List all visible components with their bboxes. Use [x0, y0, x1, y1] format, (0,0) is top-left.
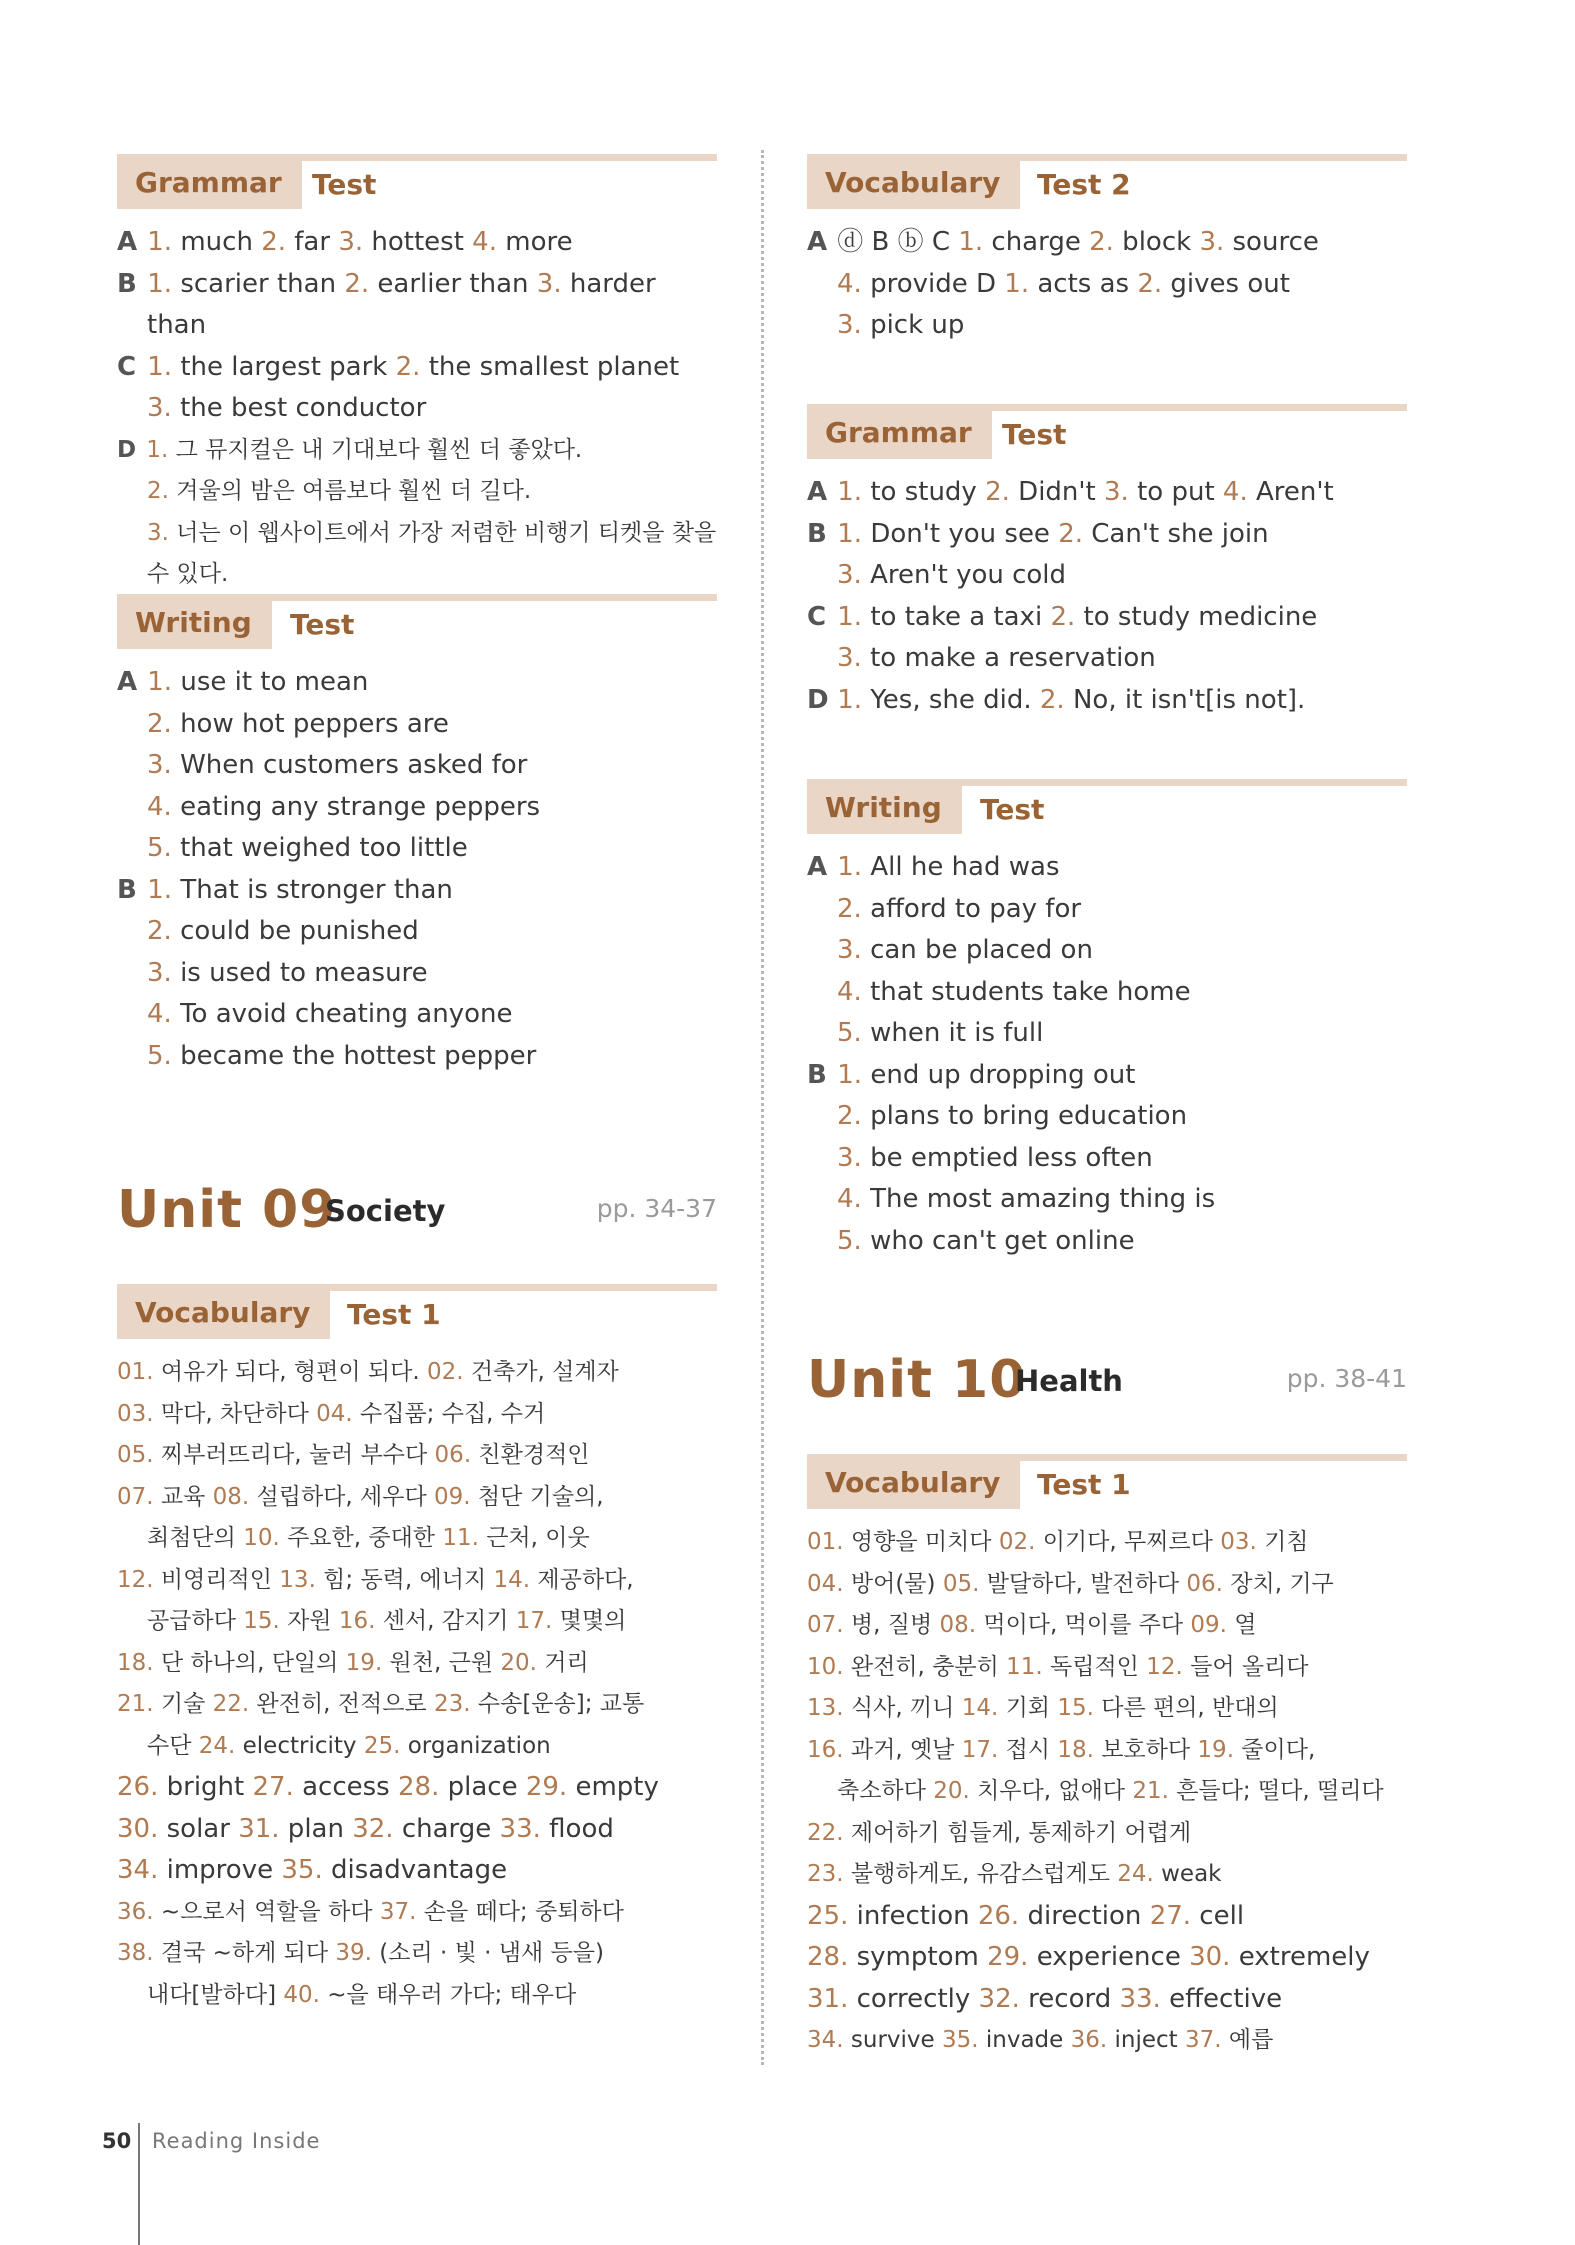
section-label: Vocabulary: [807, 1457, 1020, 1509]
writing-test-section: [807, 775, 1407, 1350]
section-sublabel: Test: [980, 793, 1045, 826]
answer-line: 3. is used to measure: [147, 957, 428, 988]
book-title: Reading Inside: [152, 2129, 321, 2153]
unit-heading: [807, 1350, 1407, 1450]
answer-line: 5. when it is full: [837, 1018, 1044, 1048]
section-label: Vocabulary: [117, 1287, 330, 1339]
answer-line: A 1. to study 2. Didn't 3. to put 4. Aren't: [807, 477, 1334, 507]
unit-topic: Health: [1015, 1364, 1123, 1398]
answer-line: 최첨단의 10. 주요한, 중대한 11. 근처, 이웃: [147, 1525, 590, 1551]
vocabulary-test1-section: [117, 1280, 717, 2016]
answer-line: 수단 24. electricity 25. organization: [147, 1732, 551, 1759]
answer-line: 3. Aren't you cold: [837, 560, 1067, 590]
answer-line: 5. who can't get online: [837, 1225, 1135, 1256]
answer-line: A 1. All he had was: [807, 852, 1060, 882]
answer-line: 2. afford to pay for: [837, 893, 1082, 924]
unit-title: Unit 09: [117, 1180, 337, 1240]
section-sublabel: Test: [312, 168, 377, 201]
answer-line: A 1. use it to mean: [117, 667, 369, 697]
answer-line: B 1. end up dropping out: [807, 1059, 1136, 1090]
answer-lines: [117, 222, 717, 596]
unit-title: Unit 10: [807, 1350, 1027, 1410]
answer-line: C 1. to take a taxi 2. to study medicine: [807, 601, 1318, 632]
answer-line: 3. When customers asked for: [147, 750, 528, 780]
answer-line: 23. 불행하게도, 유감스럽게도 24. weak: [807, 1861, 1222, 1887]
section-label: Writing: [807, 782, 962, 834]
vocabulary-test1-section: [807, 1450, 1407, 2062]
answer-line: 21. 기술 22. 완전히, 전적으로 23. 수송[운송]; 교통: [117, 1691, 645, 1717]
answer-line: 13. 식사, 끼니 14. 기회 15. 다른 편의, 반대의: [807, 1695, 1279, 1721]
footer-rule: [138, 2123, 140, 2245]
answer-line: 05. 찌부러뜨리다, 눌러 부수다 06. 친환경적인: [117, 1442, 590, 1468]
section-header: [807, 150, 1407, 212]
grammar-test-section: [807, 400, 1407, 775]
answer-line: 01. 영향을 미치다 02. 이기다, 무찌르다 03. 기침: [807, 1529, 1309, 1555]
answer-lines: [807, 222, 1407, 347]
page-number: 50: [102, 2129, 132, 2153]
unit-pages: pp. 38-41: [1286, 1364, 1407, 1393]
answer-line: 16. 과거, 옛날 17. 접시 18. 보호하다 19. 줄이다,: [807, 1736, 1316, 1763]
answer-line: 38. 결국 ~하게 되다 39. (소리 · 빛 · 냄새 등을): [117, 1940, 604, 1966]
answer-line: 수 있다.: [147, 561, 229, 587]
answer-line: 31. correctly 32. record 33. effective: [807, 1983, 1283, 2014]
answer-line: 30. solar 31. plan 32. charge 33. flood: [117, 1813, 614, 1844]
answer-line: 22. 제어하기 힘들게, 통제하기 어렵게: [807, 1819, 1192, 1846]
answer-line: 01. 여유가 되다, 형편이 되다. 02. 건축가, 설계자: [117, 1359, 619, 1385]
answer-line: 4. that students take home: [837, 976, 1191, 1007]
answer-line: 07. 병, 질병 08. 먹이다, 먹이를 주다 09. 열: [807, 1612, 1257, 1638]
answer-line: 공급하다 15. 자원 16. 센서, 감지기 17. 몇몇의: [147, 1608, 627, 1634]
answer-line: 3. 너는 이 웹사이트에서 가장 저렴한 비행기 티켓을 찾을: [147, 519, 717, 546]
section-label: Grammar: [807, 407, 992, 459]
section-label: Grammar: [117, 157, 302, 209]
section-sublabel: Test: [290, 608, 355, 641]
answer-line: 내다[발하다] 40. ~을 태우러 가다; 태우다: [147, 1981, 577, 2008]
answer-line: 07. 교육 08. 설립하다, 세우다 09. 첨단 기술의,: [117, 1483, 604, 1510]
answer-line: 5. became the hottest pepper: [147, 1040, 537, 1071]
section-sublabel: Test 1: [1037, 1468, 1131, 1501]
answer-line: 10. 완전히, 충분히 11. 독립적인 12. 들어 올리다: [807, 1653, 1309, 1680]
answer-line: 3. the best conductor: [147, 393, 427, 423]
answer-line: 4. provide D 1. acts as 2. gives out: [837, 268, 1290, 299]
answer-line: 2. 겨울의 밤은 여름보다 훨씬 더 길다.: [147, 478, 532, 504]
answer-line: 04. 방어(물) 05. 발달하다, 발전하다 06. 장치, 기구: [807, 1570, 1334, 1597]
answer-line: 4. The most amazing thing is: [837, 1184, 1216, 1214]
right-column: [807, 150, 1407, 2062]
column-divider: [761, 150, 764, 2065]
answer-line: B 1. Don't you see 2. Can't she join: [807, 518, 1269, 549]
answer-line: D 1. 그 뮤지컬은 내 기대보다 훨씬 더 좋았다.: [117, 436, 583, 463]
answer-lines: [807, 847, 1407, 1262]
answer-line: than: [147, 310, 207, 340]
section-header: [807, 775, 1407, 837]
section-label: Vocabulary: [807, 157, 1020, 209]
answer-line: A 1. much 2. far 3. hottest 4. more: [117, 227, 573, 257]
answer-line: 03. 막다, 차단하다 04. 수집품; 수집, 수거: [117, 1400, 546, 1427]
answer-line: D 1. Yes, she did. 2. No, it isn't[is not].: [807, 684, 1306, 715]
answer-lines: [807, 1522, 1407, 2062]
left-column: [117, 150, 717, 2016]
answer-line: A ⓓ B ⓑ C 1. charge 2. block 3. source: [807, 227, 1319, 257]
answer-line: C 1. the largest park 2. the smallest planet: [117, 351, 680, 382]
section-sublabel: Test 2: [1037, 168, 1131, 201]
unit-topic: Society: [325, 1194, 446, 1228]
answer-line: B 1. scarier than 2. earlier than 3. harder: [117, 268, 656, 299]
vocabulary-test2-section: [807, 150, 1407, 400]
answer-line: 3. be emptied less often: [837, 1142, 1153, 1173]
answer-line: 18. 단 하나의, 단일의 19. 원천, 근원 20. 거리: [117, 1649, 589, 1676]
answer-line: 2. plans to bring education: [837, 1101, 1188, 1131]
answer-line: B 1. That is stronger than: [117, 874, 453, 905]
answer-line: 축소하다 20. 치우다, 없애다 21. 흔들다; 떨다, 떨리다: [837, 1778, 1384, 1804]
writing-test-section: [117, 590, 717, 1180]
section-header: [117, 1280, 717, 1342]
answer-line: 3. to make a reservation: [837, 643, 1156, 673]
answer-line: 5. that weighed too little: [147, 833, 468, 863]
section-label: Writing: [117, 597, 272, 649]
section-sublabel: Test 1: [347, 1298, 441, 1331]
answer-line: 34. improve 35. disadvantage: [117, 1855, 508, 1885]
answer-line: 4. eating any strange peppers: [147, 791, 541, 822]
answer-line: 36. ~으로서 역할을 하다 37. 손을 떼다; 중퇴하다: [117, 1898, 624, 1925]
answer-line: 28. symptom 29. experience 30. extremely: [807, 1942, 1370, 1972]
answer-line: 34. survive 35. invade 36. inject 37. 예릅: [807, 2027, 1274, 2053]
unit-heading: [117, 1180, 717, 1280]
answer-line: 26. bright 27. access 28. place 29. empty: [117, 1772, 659, 1802]
section-header: [117, 590, 717, 652]
section-header: [807, 400, 1407, 462]
answer-line: 25. infection 26. direction 27. cell: [807, 1900, 1245, 1931]
answer-lines: [117, 1352, 717, 2016]
answer-lines: [117, 662, 717, 1077]
section-header: [807, 1450, 1407, 1512]
unit-pages: pp. 34-37: [596, 1194, 717, 1223]
section-sublabel: Test: [1002, 418, 1067, 451]
answer-line: 2. how hot peppers are: [147, 708, 449, 739]
answer-line: 3. can be placed on: [837, 935, 1093, 965]
answer-line: 4. To avoid cheating anyone: [147, 999, 513, 1029]
answer-line: 2. could be punished: [147, 916, 419, 946]
answer-lines: [807, 472, 1407, 721]
section-header: [117, 150, 717, 212]
grammar-test-section: [117, 150, 717, 590]
answer-line: 12. 비영리적인 13. 힘; 동력, 에너지 14. 제공하다,: [117, 1566, 634, 1593]
answer-line: 3. pick up: [837, 310, 965, 340]
